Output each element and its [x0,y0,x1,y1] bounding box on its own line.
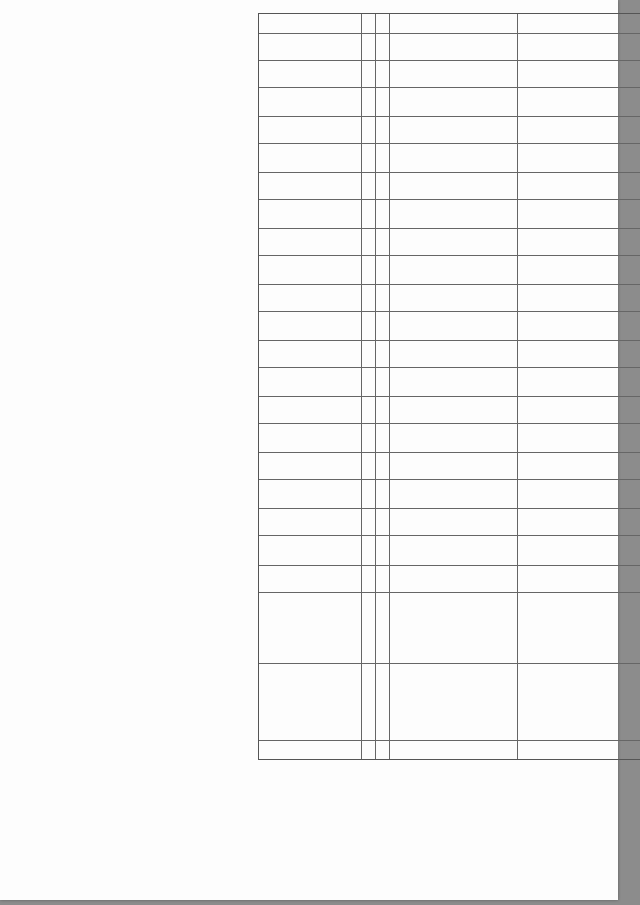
table-column-rule [259,228,640,229]
table-column-rule [259,423,640,424]
table-column-rule [259,508,640,509]
table-column-rule [259,311,640,312]
table-rule [389,14,390,759]
indicator-table [258,13,640,760]
table-column-rule [259,452,640,453]
table-column-rule [259,199,640,200]
table-column-rule [259,172,640,173]
document-title-block [176,220,180,640]
table-column-rule [259,479,640,480]
table-column-rule [259,340,640,341]
table-column-rule [259,396,640,397]
table-column-rule [259,367,640,368]
table-column-rule [259,663,640,664]
table-column-rule [259,284,640,285]
table-column-rule [259,535,640,536]
table-column-rule [259,87,640,88]
table-column-rule [259,33,640,34]
table-column-rule [259,740,640,741]
table-column-rule [259,116,640,117]
table-column-rule [259,60,640,61]
table-header-rule [361,14,362,759]
table-column-rule [259,565,640,566]
table-column-rule [259,255,640,256]
table-rule [375,14,376,759]
table-rule [517,14,518,759]
table-column-rule [259,592,640,593]
table-column-rule [259,143,640,144]
